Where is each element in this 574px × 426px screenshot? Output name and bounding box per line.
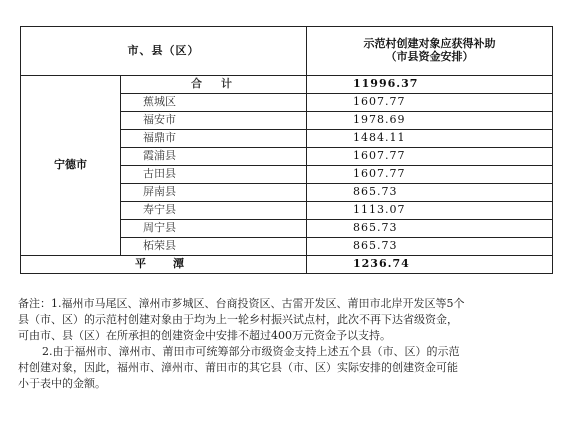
- row-name: 屏南县: [121, 184, 307, 202]
- remarks: [18, 296, 558, 392]
- row-value: 1113.07: [307, 202, 553, 220]
- group-ningde: 宁德市: [21, 76, 121, 256]
- row-value: 1607.77: [307, 148, 553, 166]
- row-name: 福安市: [121, 112, 307, 130]
- row-value: 865.73: [307, 238, 553, 256]
- row-name: 柘荣县: [121, 238, 307, 256]
- remark-line: 可由市、县（区）在所承担的创建资金中安排不超过400万元资金予以支持。: [18, 329, 391, 342]
- pingtan-name: 平 潭: [21, 256, 307, 274]
- remark-line: 村创建对象，因此，福州市、漳州市、莆田市的其它县（市、区）实际安排的创建资金可能: [18, 361, 458, 374]
- table-header-row: [21, 27, 553, 76]
- row-name: 霞浦县: [121, 148, 307, 166]
- pingtan-value: 1236.74: [307, 256, 553, 274]
- subsidy-table: [20, 26, 553, 274]
- remark-line: 小于表中的金额。: [18, 377, 106, 390]
- row-value: 1484.11: [307, 130, 553, 148]
- row-name: 福鼎市: [121, 130, 307, 148]
- row-value: 11996.37: [307, 76, 553, 94]
- table-row: [21, 76, 553, 94]
- header-subsidy-line1: 示范村创建对象应获得补助: [363, 37, 496, 51]
- row-value: 1978.69: [307, 112, 553, 130]
- header-subsidy-line2: （市县资金安排）: [385, 50, 474, 63]
- header-region: 市、县（区）: [21, 27, 307, 76]
- remark-line: 2.由于福州市、漳州市、莆田市可统筹部分市级资金支持上述五个县（市、区）的示范: [42, 345, 460, 358]
- remark-line: 县（市、区）的示范村创建对象由于均为上一轮乡村振兴试点村，此次不再下达省级资金，: [18, 313, 458, 326]
- row-name: 寿宁县: [121, 202, 307, 220]
- row-value: 865.73: [307, 184, 553, 202]
- remark-line: 备注：1.福州市马尾区、漳州市芗城区、台商投资区、古雷开发区、莆田市北岸开发区等5个: [18, 297, 465, 310]
- row-value: 1607.77: [307, 166, 553, 184]
- row-name: 周宁县: [121, 220, 307, 238]
- table-row-pingtan: [21, 256, 553, 274]
- row-value: 865.73: [307, 220, 553, 238]
- header-subsidy: [307, 27, 553, 76]
- row-name: 蕉城区: [121, 94, 307, 112]
- row-name: 合 计: [121, 76, 307, 94]
- row-name: 古田县: [121, 166, 307, 184]
- row-value: 1607.77: [307, 94, 553, 112]
